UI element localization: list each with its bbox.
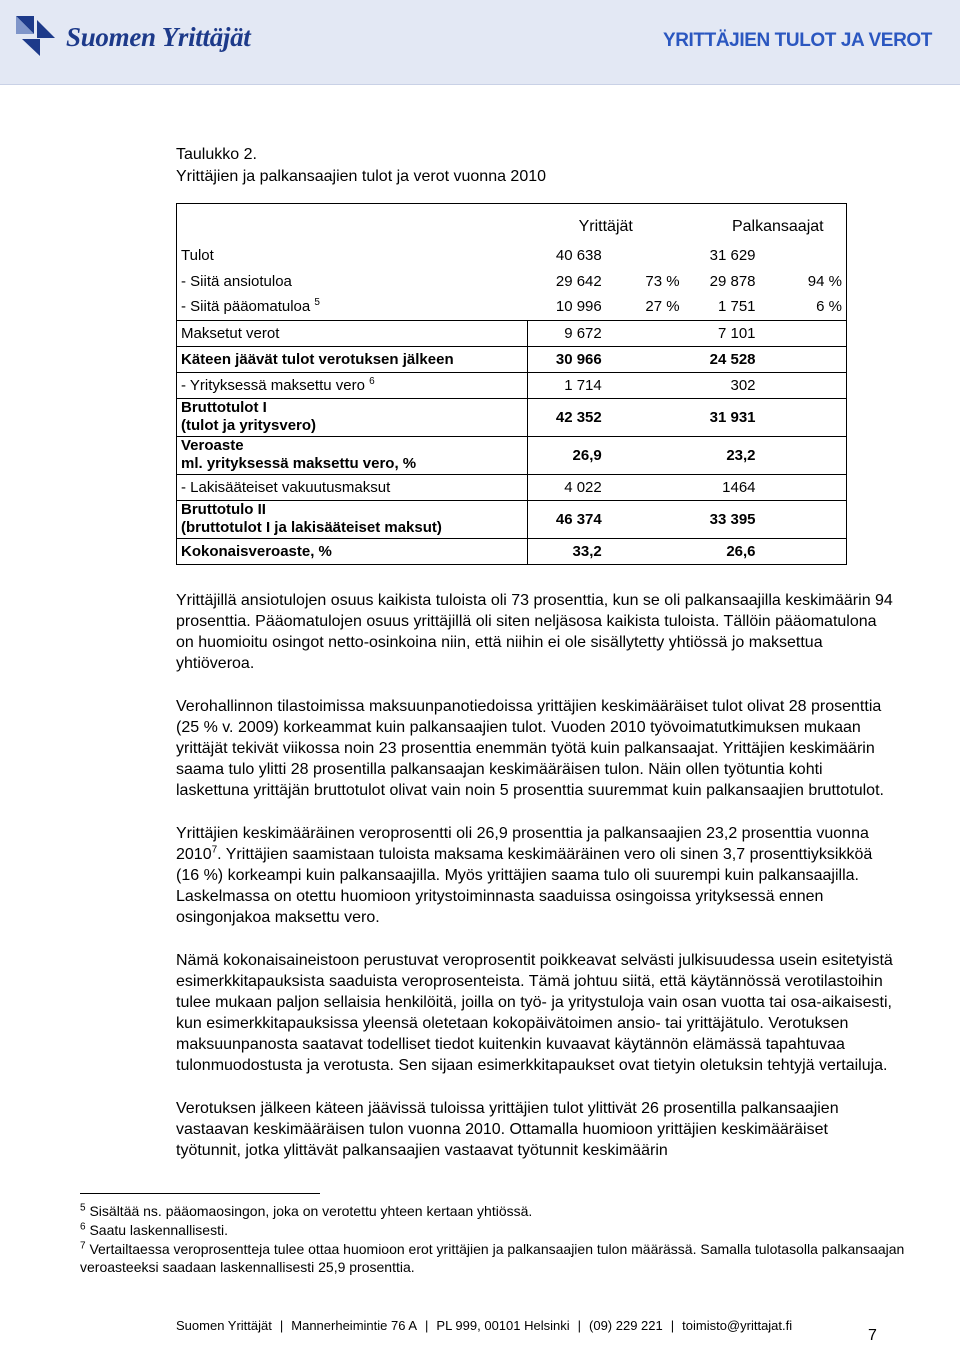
suomen-yrittajat-logo-icon bbox=[14, 14, 60, 58]
table-caption bbox=[176, 144, 896, 188]
row-label bbox=[177, 500, 528, 538]
row-label-text: - Siitä pääomatuloa bbox=[181, 298, 311, 316]
row-label-line1: Veroaste bbox=[181, 437, 244, 454]
cell-value: 9 672 bbox=[528, 320, 606, 346]
page-footer: Suomen Yrittäjät | Mannerheimintie 76 A | PL 999, 00101 Helsinki | (09) 229 221 | toimisto@yrittajat.fi bbox=[176, 1318, 793, 1333]
paragraph-text: Yrittäjien keskimääräinen veroprosentti oli 26,9 prosenttia ja palkansaajien 23,2 prosenttia vuonna 2010 bbox=[176, 824, 869, 863]
table-row bbox=[177, 346, 847, 372]
cell-value: 26,9 bbox=[528, 436, 606, 474]
row-label: Kokonaisveroaste, % bbox=[177, 538, 528, 564]
document-body bbox=[176, 144, 896, 1183]
cell-value: 30 966 bbox=[528, 346, 606, 372]
cell-value: 33 395 bbox=[684, 500, 760, 538]
table-row bbox=[177, 372, 847, 398]
cell-value: 1464 bbox=[684, 474, 760, 500]
caption-title: Yrittäjien ja palkansaajien tulot ja verot vuonna 2010 bbox=[176, 168, 547, 185]
col-header-entrepreneurs: Yrittäjät bbox=[528, 204, 684, 243]
cell-percent: 27 % bbox=[645, 298, 680, 316]
logo-text: Suomen Yrittäjät bbox=[66, 22, 251, 52]
cell-value: 40 638 bbox=[555, 246, 602, 264]
footnote-ref: 7 bbox=[211, 844, 218, 856]
cell-value: 29 642 bbox=[555, 272, 602, 290]
footer-po-box: PL 999, 00101 Helsinki bbox=[436, 1318, 570, 1333]
table-row bbox=[177, 242, 847, 268]
paragraph: Yrittäjillä ansiotulojen osuus kaikista tuloista oli 73 prosenttia, kun se oli palkansaajilla keskimäärin 94 prosenttia. Pääomatulojen osuus yrittäjillä oli siten neljäsosa kaikista tuloista. Tällöin pääomatulona on huomioitu osingot netto-osinkoina niin, että niihin ei ole sisällytetty yhtiössä jo maksettua yhtiöveroa. bbox=[176, 591, 893, 672]
footer-org: Suomen Yrittäjät bbox=[176, 1318, 272, 1333]
table-row bbox=[177, 436, 847, 474]
cell-value: 7 101 bbox=[684, 320, 760, 346]
cell-percent: 6 % bbox=[760, 294, 847, 320]
cell-value: 42 352 bbox=[528, 398, 606, 436]
footnotes bbox=[80, 1202, 920, 1277]
row-label bbox=[177, 294, 528, 320]
cell-value: 1 714 bbox=[528, 372, 606, 398]
row-label bbox=[177, 398, 528, 436]
cell-value: 46 374 bbox=[528, 500, 606, 538]
row-label-line1: Bruttotulot I bbox=[181, 399, 267, 416]
footnote bbox=[80, 1221, 920, 1239]
cell-value: 26,6 bbox=[684, 538, 760, 564]
body-text bbox=[176, 590, 896, 1161]
page-number: 7 bbox=[868, 1327, 877, 1344]
table-row bbox=[177, 398, 847, 436]
table-row bbox=[177, 320, 847, 346]
paragraph: Verohallinnon tilastoimissa maksuunpanotiedoissa yrittäjien keskimääräiset tulot olivat 28 prosenttia (25 % v. 2009) korkeammat kuin palkansaajien tulot. Vuoden 2010 työvoimatutkimuksen mukaan yrittäjät tekivät viikossa noin 23 prosenttia enemmän työtä kuin palkansaajat. Yrittäjien keskimäärin saama tulo ylitti 28 prosentilla palkansaajan keskimääräisen tulon. Näin ollen työtuntia kohti laskettuna yrittäjän bruttotulot olivat vain noin 5 prosenttia suuremmat kuin palkansaajien bruttotulot. bbox=[176, 697, 884, 799]
row-label: - Siitä ansiotuloa bbox=[177, 268, 528, 294]
footnote-text: Sisältää ns. pääomaosingon, joka on verotettu yhteen kertaan yhtiössä. bbox=[89, 1203, 533, 1219]
table-row bbox=[177, 500, 847, 538]
footer-phone: (09) 229 221 bbox=[589, 1318, 663, 1333]
caption-number: Taulukko 2. bbox=[176, 146, 257, 163]
footnote-text: Vertailtaessa veroprosentteja tulee ottaa huomioon erot yrittäjien ja palkansaajien tulon määrässä. Samalla tulotasolla palkansaajan veroasteeksi saadaan laskennallisesti 25,9 prosenttia. bbox=[80, 1241, 905, 1275]
page-header bbox=[0, 0, 960, 85]
footnote-ref: 5 bbox=[314, 297, 320, 309]
cell-value: 31 629 bbox=[709, 246, 756, 264]
cell-value: 302 bbox=[684, 372, 760, 398]
header-title: YRITTÄJIEN TULOT JA VEROT bbox=[662, 30, 932, 51]
row-label: Käteen jäävät tulot verotuksen jälkeen bbox=[177, 346, 528, 372]
cell-percent: 94 % bbox=[760, 268, 847, 294]
row-label-text: - Yrityksessä maksettu vero bbox=[181, 376, 365, 394]
table-row bbox=[177, 294, 847, 320]
row-label: - Lakisääteiset vakuutusmaksut bbox=[177, 474, 528, 500]
cell-value: 1 751 bbox=[717, 298, 756, 316]
table-row bbox=[177, 268, 847, 294]
cell-value: 33,2 bbox=[528, 538, 606, 564]
row-label-line1: Bruttotulo II bbox=[181, 501, 266, 518]
table-header-row bbox=[177, 204, 847, 243]
footer-address: Mannerheimintie 76 A bbox=[291, 1318, 418, 1333]
table-row bbox=[177, 538, 847, 564]
cell-percent: 73 % bbox=[645, 272, 680, 290]
paragraph: Nämä kokonaisaineistoon perustuvat veroprosentit poikkeavat selvästi julkisuudessa usein esitetyistä esimerkkitapauksista saaduista veroprosenteista. Tämä johtuu siitä, että käytännössä verotilastoihin tulee mukaan paljon sellaisia henkilöitä, joilla on työ- ja yritystuloja vain osan vuotta tai osa-aikaisesti, kun esimerkkitapauksissa yleensä oletetaan kokopäivätoimen ansio- tai yrittäjätulo. Verotuksen maksuunpanosta saatavat todelliset tiedot kuitenkin kuvaavat käytännön elämässä tapahtuvaa tulonmuodostusta ja verotusta. Sen sijaan esimerkkitapaukset ovat tietyin oletuksin tehtyjä vertailuja. bbox=[176, 951, 893, 1074]
footnote-number: 7 bbox=[80, 1240, 86, 1252]
cell-value: 10 996 bbox=[555, 298, 602, 316]
cell-value: 24 528 bbox=[684, 346, 760, 372]
col-header-employees: Palkansaajat bbox=[684, 204, 847, 243]
row-label-line2: (tulot ja yritysvero) bbox=[181, 417, 317, 434]
row-label bbox=[177, 436, 528, 474]
paragraph bbox=[176, 823, 896, 928]
row-label-line2: ml. yrityksessä maksettu vero, % bbox=[181, 455, 417, 472]
footnote-ref: 6 bbox=[369, 375, 375, 387]
table-row bbox=[177, 474, 847, 500]
footnote-text: Saatu laskennallisesti. bbox=[89, 1222, 228, 1238]
footer-email: toimisto@yrittajat.fi bbox=[682, 1318, 793, 1333]
row-label: Tulot bbox=[177, 242, 528, 268]
row-label bbox=[177, 372, 528, 398]
paragraph-text: . Yrittäjien saamistaan tuloista maksama keskimääräinen vero oli sinen 3,7 prosenttiyksikköä (16 %) korkeampi kuin palkansaajilla. Myös yrittäjien saama tulo oli suurempi kuin palkansaajilla. Laskelmassa on otettu huomioon yritystoiminnasta saaduissa osingoissa yrityksessä ennen osingonjakoa maksettu vero. bbox=[176, 845, 873, 926]
cell-value: 31 931 bbox=[684, 398, 760, 436]
footnote-number: 5 bbox=[80, 1202, 86, 1214]
footnote bbox=[80, 1240, 920, 1276]
cell-value: 4 022 bbox=[528, 474, 606, 500]
paragraph: Verotuksen jälkeen käteen jäävissä tuloissa yrittäjien tulot ylittivät 26 prosentilla palkansaajien vastaavan keskimääräisen tulon vuonna 2010. Ottamalla huomioon yrittäjien keskimääräiset työtunnit, jotka ylittävät palkansaajien vastaavat työtunnit keskimäärin bbox=[176, 1099, 839, 1159]
row-label-line2: (bruttotulot I ja lakisääteiset maksut) bbox=[181, 519, 442, 536]
income-tax-table bbox=[176, 203, 847, 565]
cell-value: 29 878 bbox=[709, 272, 756, 290]
cell-value: 23,2 bbox=[684, 436, 760, 474]
row-label: Maksetut verot bbox=[177, 320, 528, 346]
footnote-number: 6 bbox=[80, 1221, 86, 1233]
footnote-divider bbox=[80, 1193, 320, 1194]
footnote bbox=[80, 1202, 920, 1220]
